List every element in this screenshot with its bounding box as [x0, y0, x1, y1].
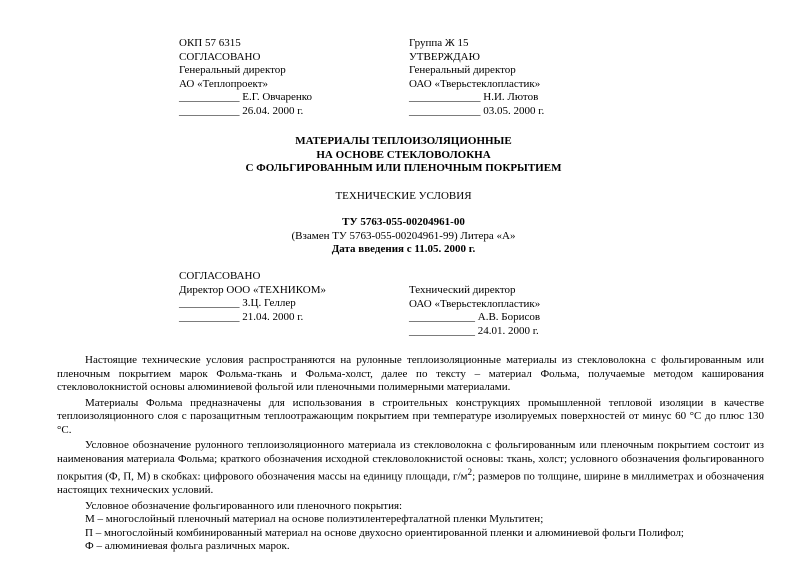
- list-item-m: М – многослойный пленочный материал на основе полиэтилентерефталатной пленки Мультитен;: [85, 513, 544, 526]
- position-right: Генеральный директор: [409, 64, 516, 76]
- paragraph-designation: [57, 439, 764, 498]
- approval-left-block: [179, 270, 326, 324]
- title-line-1: МАТЕРИАЛЫ ТЕПЛОИЗОЛЯЦИОННЫЕ: [295, 135, 512, 147]
- organization-left: АО «Теплопроект»: [179, 77, 269, 90]
- header-left-block: [179, 37, 312, 118]
- title-line-2: НА ОСНОВЕ СТЕКЛОВОЛОКНА: [316, 148, 491, 161]
- paragraph-coating-intro: Условное обозначение фольгированного или пленочного покрытия:: [85, 499, 403, 512]
- signature-right: _____________ Н.И. Лютов: [409, 91, 539, 103]
- approval-label-right: УТВЕРЖДАЮ: [409, 50, 480, 63]
- list-item-p: П – многослойный комбинированный материал на основе двухосно ориентированной пленки и алюминиевой фольги Полифол;: [85, 526, 684, 539]
- signature-right-2: ____________ А.В. Борисов: [409, 311, 541, 323]
- header-right-block: [409, 37, 544, 118]
- date-right-2: ____________ 24.01. 2000 г.: [409, 324, 539, 337]
- date-left-2: ___________ 21.04. 2000 г.: [179, 310, 304, 323]
- signature-left-2: ___________ З.Ц. Геллер: [179, 297, 296, 309]
- superscript-2: 2: [467, 467, 473, 477]
- title-line-3: С ФОЛЬГИРОВАННЫМ ИЛИ ПЛЕНОЧНЫМ ПОКРЫТИЕМ: [245, 162, 562, 174]
- approval-right-block: [409, 284, 540, 338]
- paragraph-scope: Настоящие технические условия распространяются на рулонные теплоизоляционные материалы из стекловолокна с фольгированным или пленочным покрытием марок Фольма-ткань и Фольма-холст, далее по тексту – материал Фольма, получаемые методом каширования стекловолокнистой основы алюминиевой фольгой или пленочными полимерными материалами.: [57, 354, 764, 393]
- tu-replaces: (Взамен ТУ 5763-055-00204961-99) Литера «А»: [291, 229, 516, 242]
- signature-left: ___________ Е.Г. Овчаренко: [179, 91, 313, 103]
- list-item-f: Ф – алюминиевая фольга различных марок.: [85, 540, 290, 553]
- organization-right: ОАО «Тверьстеклопластик»: [409, 77, 541, 90]
- body-text: [57, 354, 764, 554]
- intro-date: Дата введения с 11.05. 2000 г.: [331, 243, 476, 255]
- position-right-2: Технический директор: [409, 284, 516, 296]
- position-left-2: Директор ООО «ТЕХНИКОМ»: [179, 283, 327, 296]
- designation-text-start: Условное обозначение рулонного теплоизоляционного материала из стекловолокна с фольгированным или пленочным покрытием состоит из наименования материала Фольма; краткого обозначения исходной стекловолокнистой основы: ткань, холст; условного обозначения фольгированного покрытия (Ф, П, М) в скобках: цифрового обозначения массы на единицу площади, г/м: [57, 439, 764, 483]
- paragraph-purpose: Материалы Фольма предназначены для использования в строительных конструкциях промышленной тепловой изоляции в качестве теплоизоляционного слоя с парозащитным теплоотражающим покрытием при температуре изолируемых поверхностей от минус 60 °С до плюс 130 °С.: [57, 396, 764, 436]
- approval-label-2: СОГЛАСОВАНО: [179, 270, 261, 282]
- tu-block: [0, 216, 807, 257]
- date-left: ___________ 26.04. 2000 г.: [179, 104, 304, 117]
- tu-number: ТУ 5763-055-00204961-00: [342, 216, 465, 228]
- organization-right-2: ОАО «Тверьстеклопластик»: [409, 297, 541, 310]
- group-code: Группа Ж 15: [409, 37, 469, 49]
- okp-code: ОКП 57 6315: [179, 37, 241, 49]
- designation-text-end: ; размеров по толщине, ширине в миллиметрах и обозначения настоящих технических условий.: [57, 470, 765, 497]
- approval-label-left: СОГЛАСОВАНО: [179, 50, 261, 63]
- document-subtitle: ТЕХНИЧЕСКИЕ УСЛОВИЯ: [335, 190, 472, 202]
- position-left: Генеральный директор: [179, 64, 286, 76]
- date-right: _____________ 03.05. 2000 г.: [409, 104, 545, 117]
- document-title: [0, 135, 807, 176]
